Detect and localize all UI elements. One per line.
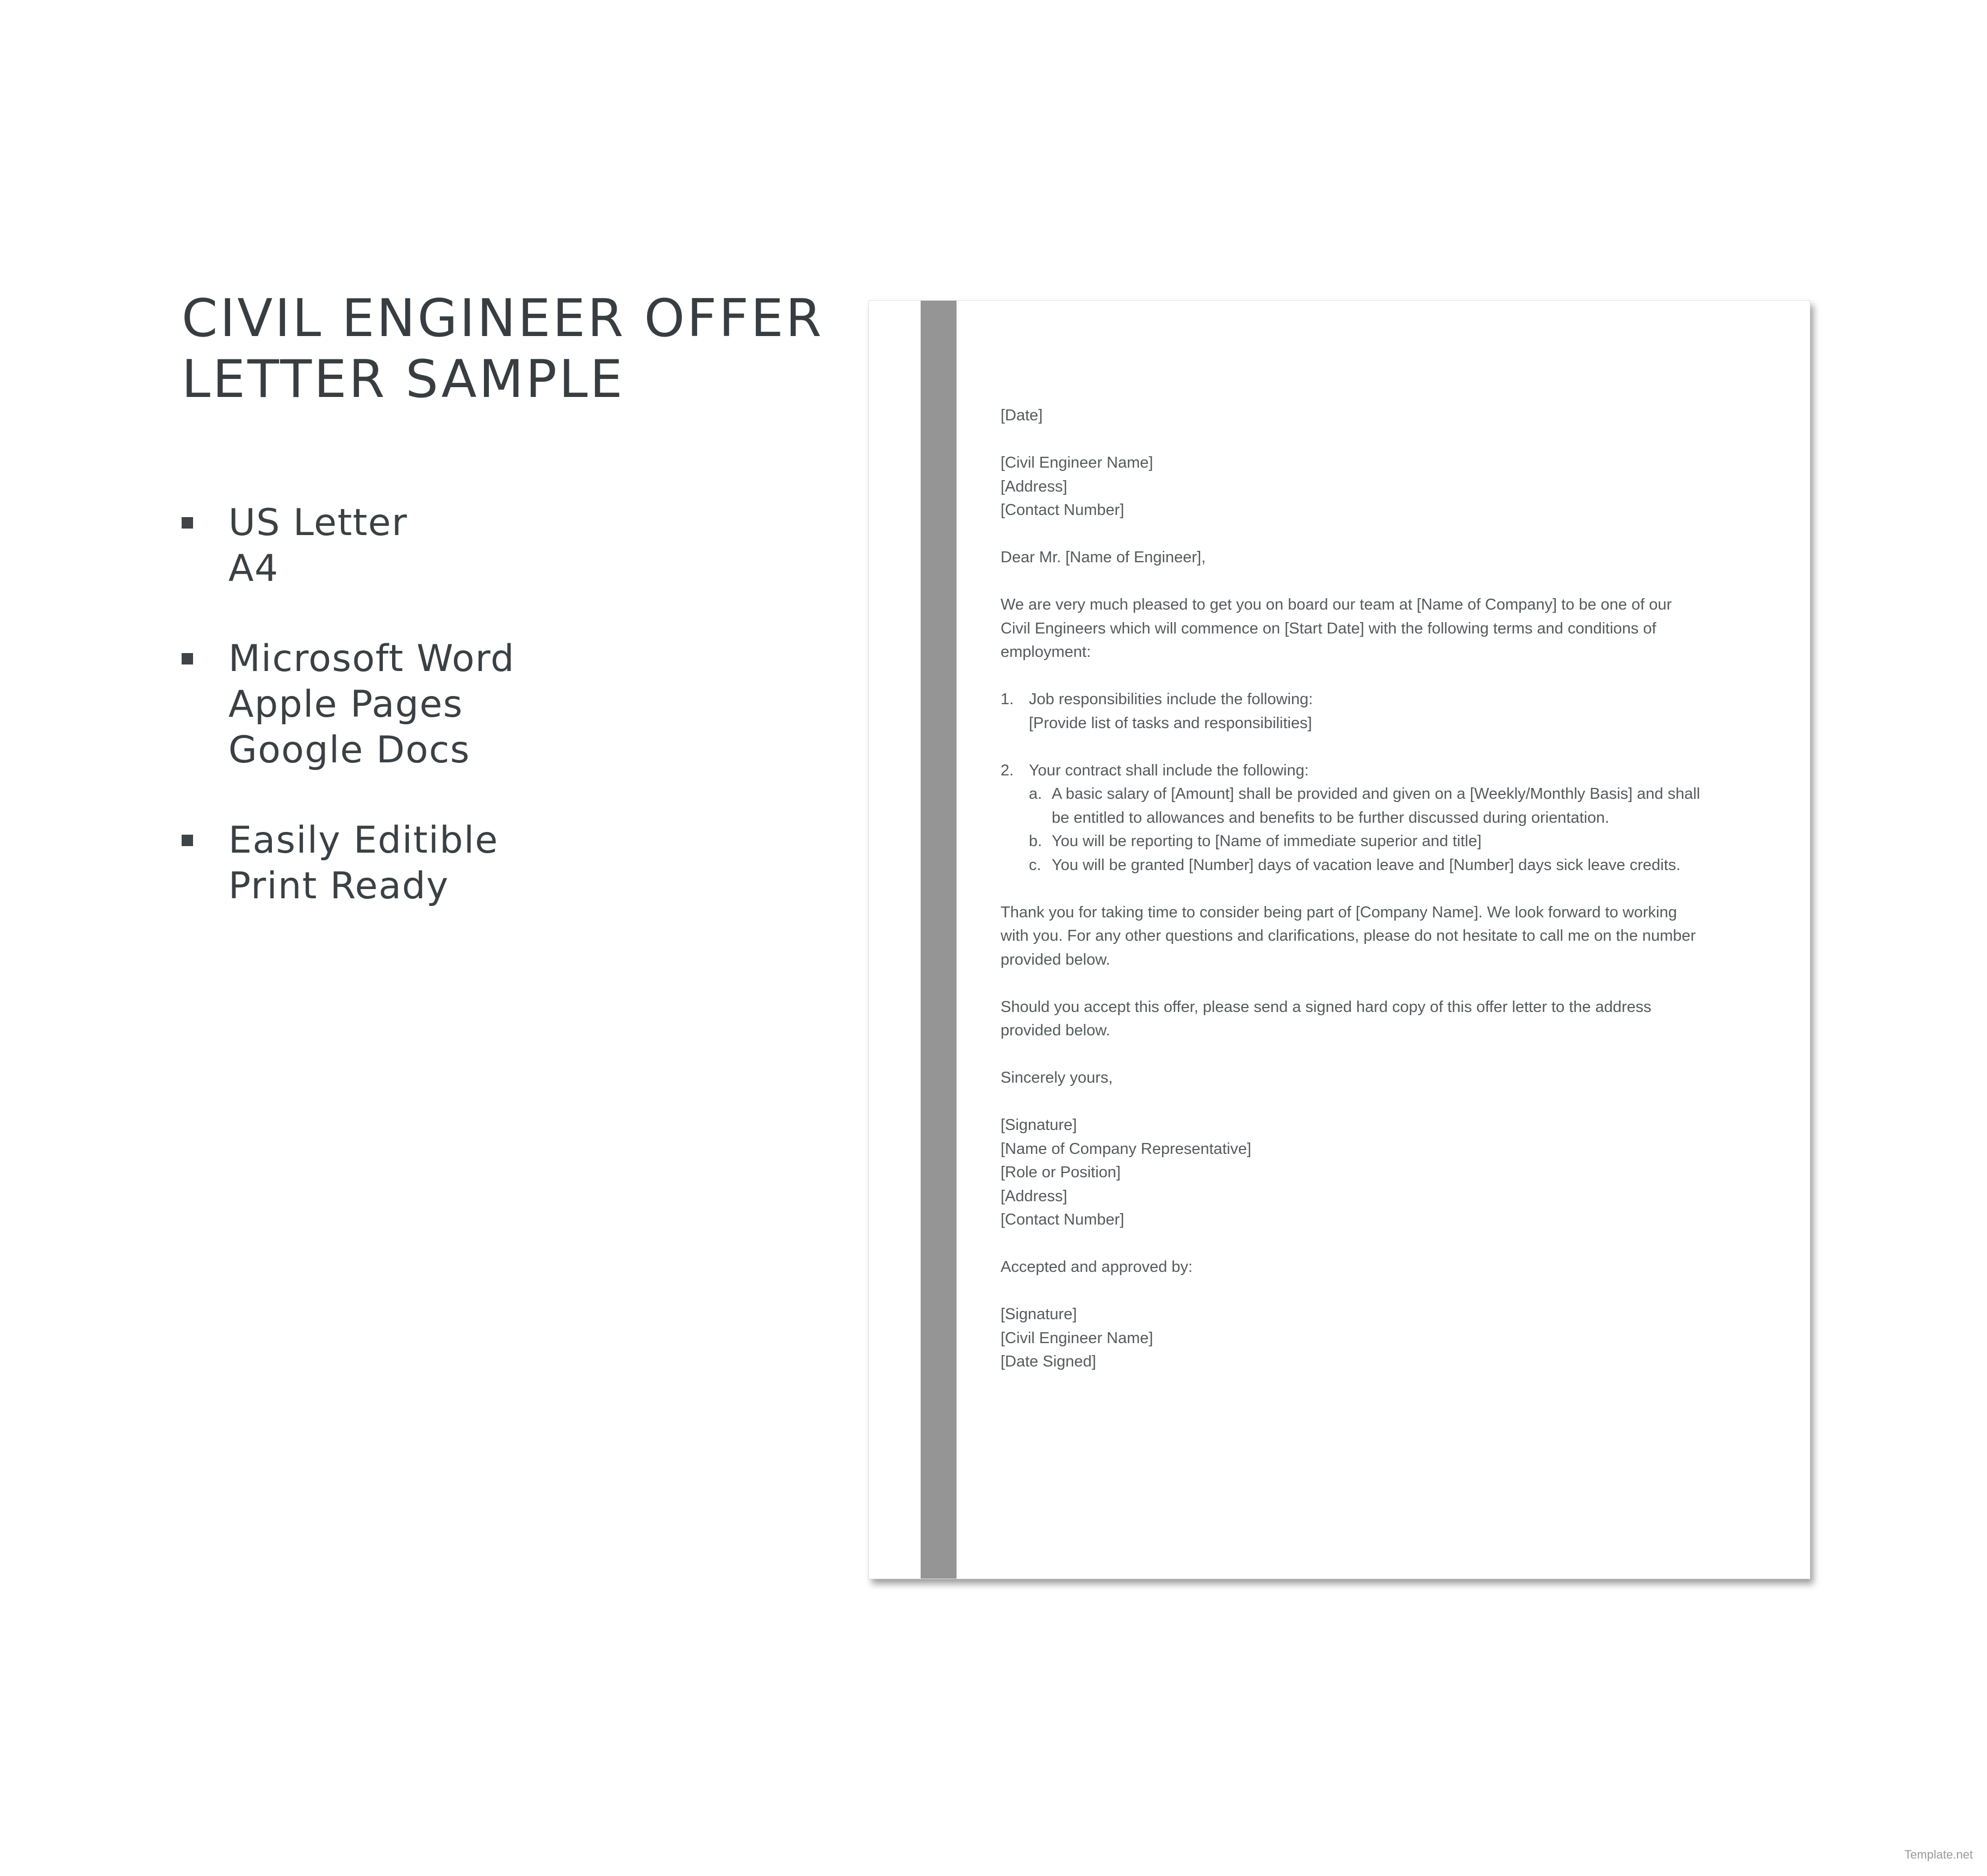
feature-item: Google Docs — [228, 729, 470, 772]
acceptor-signature: [Signature] — [1001, 1306, 1077, 1323]
watermark: Template.net — [1904, 1848, 1973, 1861]
page-title-line-2: LETTER SAMPLE — [182, 350, 625, 409]
accepted-label: Accepted and approved by: — [1001, 1258, 1193, 1276]
feature-item: Print Ready — [228, 865, 449, 908]
page-title-line-1: CIVIL ENGINEER OFFER — [182, 289, 824, 349]
sender-signature: [Signature] — [1001, 1116, 1077, 1134]
document-preview — [868, 300, 1810, 1579]
thanks-line: provided below. — [1001, 951, 1110, 968]
letter-closing: Sincerely yours, — [1001, 1069, 1113, 1086]
acceptor-date-signed: [Date Signed] — [1001, 1353, 1096, 1370]
square-bullet-icon — [182, 653, 193, 664]
document-side-stripe — [921, 301, 957, 1579]
feature-item: A4 — [228, 547, 279, 590]
recipient-name: [Civil Engineer Name] — [1001, 454, 1153, 471]
sub-item-line: You will be reporting to [Name of immediate superior and title] — [1052, 833, 1482, 850]
accept-line: Should you accept this offer, please send a signed hard copy of this offer letter to the address — [1001, 998, 1651, 1016]
list-number: 2. — [1001, 761, 1014, 779]
list-letter: a. — [1029, 785, 1042, 803]
page-title — [182, 288, 861, 410]
contract-sub-item-a — [1001, 782, 1746, 830]
sub-item-line: You will be granted [Number] days of vacation leave and [Number] days sick leave credits. — [1052, 856, 1681, 874]
contract-sub-item-c — [1001, 854, 1746, 878]
letter-salutation: Dear Mr. [Name of Engineer], — [1001, 549, 1206, 566]
feature-item: Microsoft Word — [228, 637, 515, 680]
terms-item-2 — [1001, 759, 1746, 783]
recipient-contact: [Contact Number] — [1001, 501, 1125, 519]
sub-item-line: be entitled to allowances and benefits to be further discussed during orientation. — [1052, 809, 1610, 827]
square-bullet-icon — [182, 517, 193, 529]
feature-group-apps — [182, 636, 515, 773]
sender-address: [Address] — [1001, 1187, 1067, 1205]
intro-line: Civil Engineers which will commence on [Start Date] with the following terms and conditions of — [1001, 619, 1656, 637]
terms-item-detail: [Provide list of tasks and responsibilities] — [1029, 714, 1312, 732]
terms-item-heading: Your contract shall include the following: — [1029, 761, 1309, 779]
intro-line: employment: — [1001, 643, 1091, 661]
thanks-line: Thank you for taking time to consider being part of [Company Name]. We look forward to working — [1001, 903, 1677, 921]
list-number: 1. — [1001, 691, 1014, 708]
square-bullet-icon — [182, 835, 193, 846]
list-letter: c. — [1029, 856, 1041, 874]
feature-group-format — [182, 500, 515, 592]
sender-contact: [Contact Number] — [1001, 1211, 1125, 1228]
feature-item: Easily Editible — [228, 819, 499, 862]
sender-role: [Role or Position] — [1001, 1164, 1121, 1181]
sender-name: [Name of Company Representative] — [1001, 1140, 1251, 1158]
recipient-address: [Address] — [1001, 477, 1067, 495]
feature-item: US Letter — [228, 501, 408, 544]
feature-group-qualities — [182, 818, 515, 909]
list-letter: b. — [1029, 833, 1042, 850]
terms-item-1 — [1001, 688, 1746, 735]
sub-item-line: A basic salary of [Amount] shall be provided and given on a [Weekly/Monthly Basis] and shall — [1052, 785, 1700, 803]
letter-date: [Date] — [1001, 407, 1043, 424]
contract-sub-item-b — [1001, 830, 1746, 854]
acceptor-name: [Civil Engineer Name] — [1001, 1329, 1153, 1347]
letter-body — [1001, 404, 1746, 1374]
thanks-line: with you. For any other questions and clarifications, please do not hesitate to call me on the number — [1001, 927, 1696, 945]
feature-item: Apple Pages — [228, 683, 463, 726]
terms-item-heading: Job responsibilities include the following: — [1029, 691, 1313, 708]
intro-line: We are very much pleased to get you on board our team at [Name of Company] to be one of our — [1001, 596, 1672, 613]
accept-line: provided below. — [1001, 1022, 1110, 1039]
feature-list — [182, 500, 515, 954]
